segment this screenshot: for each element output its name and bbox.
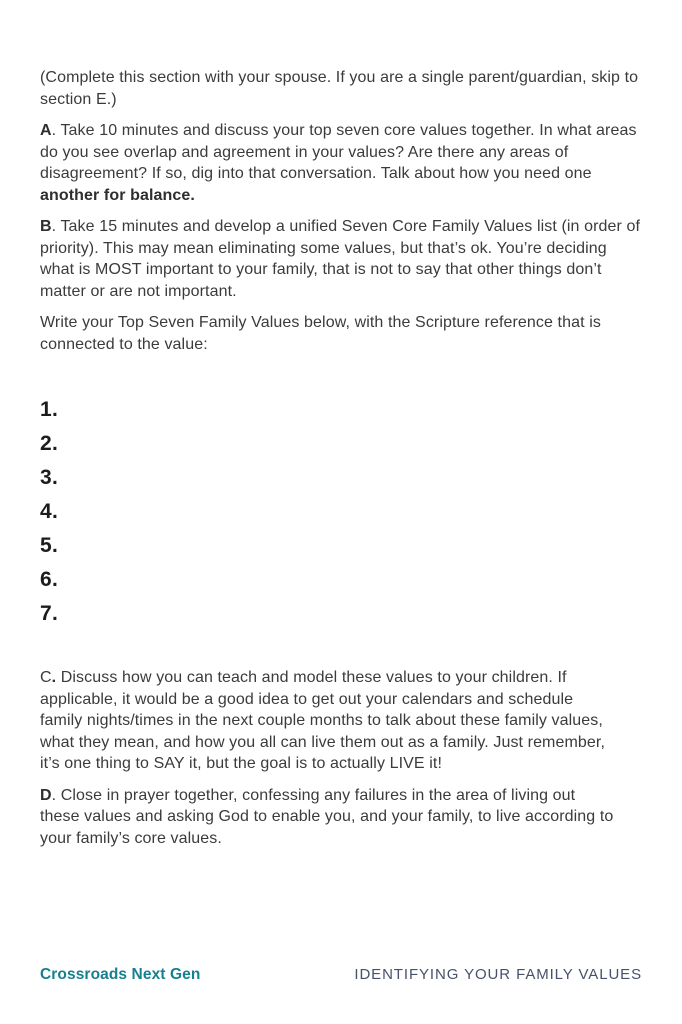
write-prompt-paragraph [40, 312, 642, 355]
section-b-paragraph [40, 216, 642, 302]
footer-document-title: IDENTIFYING YOUR FAMILY VALUES [354, 966, 642, 983]
page-content [40, 67, 642, 859]
list-number-2: 2. [40, 432, 59, 455]
section-b-body: . Take 15 minutes and develop a unified Seven Core Family Values list (in order of priority). This may mean eliminating some values, but that’s ok. You’re deciding what is MOST important to your family, that is not to say that other things don’t matter or are not important. [40, 218, 641, 300]
list-item-2 [40, 427, 642, 461]
section-c-body: Discuss how you can teach and model these values to your children. If applicable, it would be a good idea to get out your calendars and schedule family nights/times in the next couple months to talk about these family values, what they mean, and how you all can live them out as a family. Just remember, it’s one thing to SAY it, but the goal is to actually LIVE it! [40, 669, 606, 772]
list-item-1 [40, 393, 642, 427]
list-number-3: 3. [40, 466, 59, 489]
intro-note-text: (Complete this section with your spouse. If you are a single parent/guardian, skip to section E.) [40, 69, 639, 108]
section-d-body: . Close in prayer together, confessing any failures in the area of living out these values and asking God to enable you, and your family, to live according to your family’s core values. [40, 786, 614, 847]
section-c-dot: . [51, 669, 57, 686]
section-a-bold-tail: another for balance. [40, 186, 195, 204]
section-c-lead: C [40, 669, 52, 686]
footer-brand: Crossroads Next Gen [40, 966, 201, 983]
intro-note-paragraph [40, 67, 642, 110]
list-item-5 [40, 529, 642, 563]
list-number-7: 7. [40, 602, 59, 625]
page-footer [40, 966, 642, 984]
write-prompt-text: Write your Top Seven Family Values below, with the Scripture reference that is connected to the value: [40, 314, 601, 353]
section-d-paragraph [40, 785, 615, 850]
list-number-1: 1. [40, 398, 59, 421]
list-item-6 [40, 563, 642, 597]
list-number-5: 5. [40, 534, 59, 557]
section-c-paragraph [40, 667, 615, 775]
section-a-lead: A [40, 122, 52, 139]
section-d-lead: D [40, 786, 52, 804]
list-number-4: 4. [40, 500, 59, 523]
section-b-lead: B [40, 218, 52, 235]
list-item-4 [40, 495, 642, 529]
list-item-7 [40, 597, 642, 631]
list-item-3 [40, 461, 642, 495]
section-a-paragraph [40, 120, 642, 206]
list-number-6: 6. [40, 568, 59, 591]
family-values-list [40, 393, 642, 631]
section-a-body: . Take 10 minutes and discuss your top seven core values together. In what areas do you see overlap and agreement in your values? Are there any areas of disagreement? If so, dig into that conversation. Talk about how you need one [40, 122, 637, 182]
